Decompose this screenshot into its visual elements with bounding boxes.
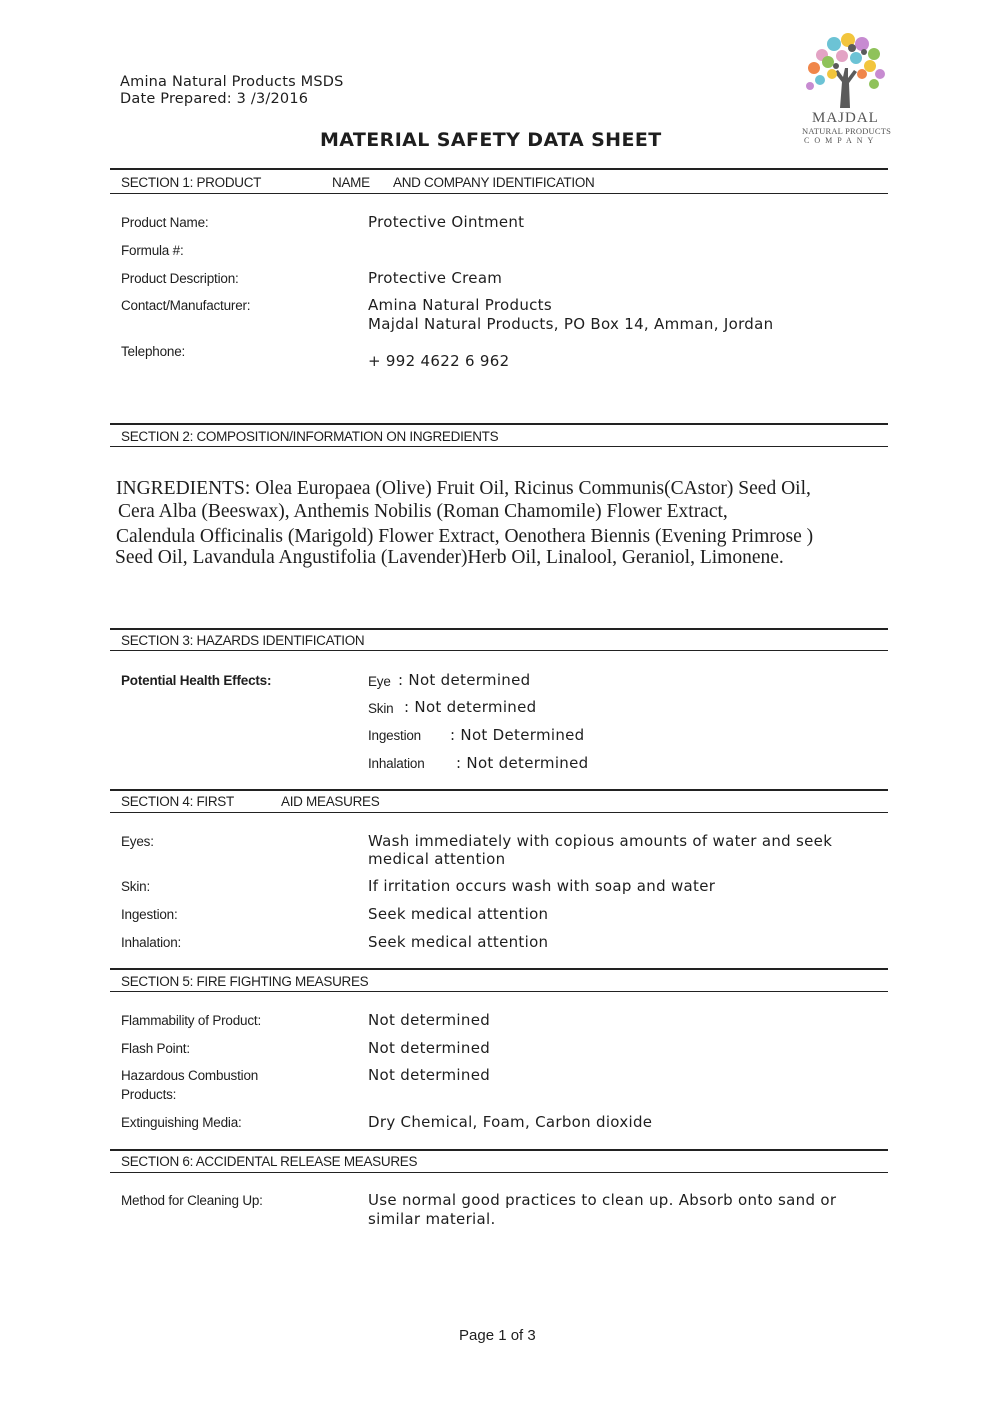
majdal-logo [790, 30, 898, 150]
section6-title: SECTION 6: ACCIDENTAL RELEASE MEASURES [121, 1154, 418, 1169]
ingestion-fa-value: Seek medical attention [368, 905, 549, 923]
eyes-line2: medical attention [368, 850, 506, 868]
skin-value: : Not determined [404, 698, 537, 716]
logo-name: MAJDAL [812, 110, 879, 126]
ingredients-line1: INGREDIENTS: Olea Europaea (Olive) Fruit Oil, Ricinus Communis(CAstor) Seed Oil, [116, 478, 811, 499]
contact-label: Contact/Manufacturer: [121, 298, 251, 313]
section3-bottom-rule [110, 650, 888, 651]
section2-top-rule [110, 423, 888, 425]
cleaning-method-line1: Use normal good practices to clean up. Absorb onto sand or [368, 1191, 837, 1209]
ingestion-label: Ingestion [368, 728, 421, 743]
inhalation-fa-label: Inhalation: [121, 935, 182, 950]
logo-sub1: NATURAL PRODUCTS [802, 126, 892, 136]
section1-title-c: AND COMPANY IDENTIFICATION [393, 175, 595, 190]
section2-bottom-rule [110, 446, 888, 447]
section5-top-rule [110, 968, 888, 970]
eye-value: : Not determined [398, 671, 531, 689]
section5-title: SECTION 5: FIRE FIGHTING MEASURES [121, 974, 369, 989]
company-line: Amina Natural Products MSDS [120, 74, 344, 90]
hazardous-label-line2: Products: [121, 1087, 177, 1102]
inhalation-value: : Not determined [456, 754, 589, 772]
ingredients-line2: Cera Alba (Beeswax), Anthemis Nobilis (Roman Chamomile) Flower Extract, [118, 501, 728, 522]
ingestion-value: : Not Determined [450, 726, 585, 744]
description-value: Protective Cream [368, 269, 503, 287]
tree-icon [790, 30, 898, 110]
skin-fa-label: Skin: [121, 879, 151, 894]
formula-label: Formula #: [121, 243, 184, 258]
logo-sub2: COMPANY [804, 136, 879, 145]
contact-line1: Amina Natural Products [368, 296, 552, 314]
section6-bottom-rule [110, 1172, 888, 1173]
section1-bottom-rule [110, 193, 888, 194]
extinguishing-label: Extinguishing Media: [121, 1115, 242, 1130]
section3-top-rule [110, 628, 888, 630]
eyes-label: Eyes: [121, 834, 154, 849]
flammability-label: Flammability of Product: [121, 1013, 261, 1028]
section1-title-a: SECTION 1: PRODUCT [121, 175, 262, 190]
ingestion-fa-label: Ingestion: [121, 907, 178, 922]
section6-top-rule [110, 1149, 888, 1151]
section4-bottom-rule [110, 812, 888, 813]
date-prepared: Date Prepared: 3 /3/2016 [120, 91, 309, 107]
description-label: Product Description: [121, 271, 239, 286]
section5-bottom-rule [110, 991, 888, 992]
skin-label: Skin [368, 701, 394, 716]
extinguishing-value: Dry Chemical, Foam, Carbon dioxide [368, 1113, 653, 1131]
section4-title-b: AID MEASURES [281, 794, 380, 809]
telephone-label: Telephone: [121, 344, 186, 359]
cleaning-method-label: Method for Cleaning Up: [121, 1193, 263, 1208]
flammability-value: Not determined [368, 1011, 491, 1029]
section4-top-rule [110, 789, 888, 791]
eyes-line1: Wash immediately with copious amounts of water and seek [368, 832, 833, 850]
inhalation-fa-value: Seek medical attention [368, 933, 549, 951]
health-effects-label: Potential Health Effects: [121, 673, 272, 688]
cleaning-method-line2: similar material. [368, 1210, 496, 1228]
flash-point-label: Flash Point: [121, 1041, 190, 1056]
section2-title: SECTION 2: COMPOSITION/INFORMATION ON INGREDIENTS [121, 429, 499, 444]
telephone-value: + 992 4622 6 962 [368, 352, 510, 370]
skin-fa-value: If irritation occurs wash with soap and water [368, 877, 716, 895]
section3-title: SECTION 3: HAZARDS IDENTIFICATION [121, 633, 365, 648]
ingredients-line4: Seed Oil, Lavandula Angustifolia (Lavender)Herb Oil, Linalool, Geraniol, Limonene. [115, 547, 784, 568]
section1-title-b: NAME [332, 175, 370, 190]
hazardous-value: Not determined [368, 1066, 491, 1084]
section1-top-rule [110, 168, 888, 170]
hazardous-label-line1: Hazardous Combustion [121, 1068, 259, 1083]
ingredients-line3: Calendula Officinalis (Marigold) Flower Extract, Oenothera Biennis (Evening Primrose ) [116, 526, 814, 547]
section4-title-a: SECTION 4: FIRST [121, 794, 234, 809]
document-title: MATERIAL SAFETY DATA SHEET [320, 129, 662, 151]
inhalation-label: Inhalation [368, 756, 425, 771]
product-name-value: Protective Ointment [368, 213, 525, 231]
flash-point-value: Not determined [368, 1039, 491, 1057]
product-name-label: Product Name: [121, 215, 209, 230]
page-number: Page 1 of 3 [459, 1327, 536, 1344]
contact-line2: Majdal Natural Products, PO Box 14, Amman, Jordan [368, 315, 774, 333]
eye-label: Eye [368, 674, 391, 689]
